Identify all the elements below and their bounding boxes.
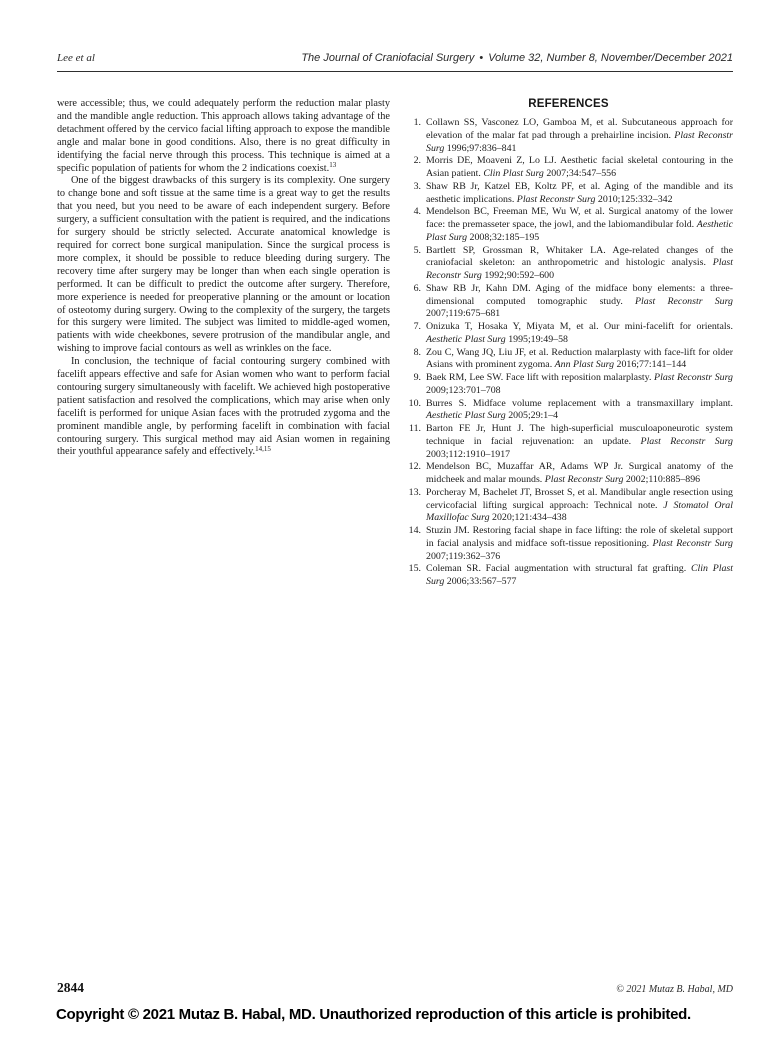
reference-item (404, 461, 733, 487)
reference-citation-text: Zou C, Wang JQ, Liu JF, et al. Reduction malarplasty with face-lift for older Asians with prominent zygoma. (426, 346, 733, 371)
reference-item (404, 563, 733, 589)
reference-item (404, 372, 733, 398)
journal-name: Clin Plast Surg (426, 563, 733, 587)
page-footer (57, 980, 733, 996)
reference-text (426, 347, 733, 373)
body-paragraph (57, 356, 390, 459)
journal-name: Plast Reconstr Surg (652, 537, 733, 549)
reference-number: 8. (413, 346, 421, 358)
journal-name: Aesthetic Plast Surg (426, 410, 506, 422)
journal-name: Aesthetic Plast Surg (426, 219, 733, 243)
running-head (57, 52, 733, 71)
reference-text (426, 283, 733, 321)
body-paragraph (57, 98, 390, 175)
reference-number: 4. (413, 206, 421, 218)
reference-item (404, 321, 733, 347)
copyright-note: © 2021 Mutaz B. Habal, MD (616, 984, 733, 995)
reference-text (426, 181, 733, 207)
reference-citation-text: 2006;33:567–577 (444, 576, 517, 587)
reference-number: 1. (413, 117, 421, 128)
reference-citation-text: Onizuka T, Hosaka Y, Miyata M, et al. Our mini-facelift for orientals. (426, 321, 733, 332)
paragraph-text: One of the biggest drawbacks of this surgery is its complexity. One surgery to change bone and soft tissue at the same time is a great way to get the results that you need, but you need to be aware of each independent surgery. Before surgery, a sufficient consultation with the patient is required, and the indications for surgery should be strictly selected. Accurate anatomical knowledge is required for correct bone surgical manipulation. Since the surgical process is more complex, it should be possible to reduce bleeding during surgery. The recovery time after surgery may be longer than when each single operation is performed. It can be difficult to predict the outcome after surgery. Therefore, more experience is needed for preoperative planning or the amount or location of osteotomy during surgery. Owing to the complexity of the surgery, the targets for this surgery were limited. The subject was limited to middle-aged women, patients with wide cheekbones, severe protrusion of the mandibular angle, and wishing to improve facial contours as well as wrinkles on the face. (57, 175, 390, 355)
reference-item (404, 525, 733, 563)
reference-citation-text: 2020;121:434–438 (489, 512, 567, 524)
reference-text (426, 206, 733, 244)
paragraph-text: were accessible; thus, we could adequately perform the reduction malar plasty and the mandible angle reduction. This approach allows taking advantage of the detachment offered by the cervico facial lifting approach to expose the mandible angle and malar bone in good conditions. Also, there is no great difficulty in identifying the facial nerve through this process. This technique is aimed at a specific population of patients for whom the 2 indications coexist. (57, 98, 390, 174)
citation-superscript: 14,15 (255, 445, 271, 454)
reference-citation-text: 2003;112:1910–1917 (426, 448, 511, 460)
reference-citation-text: 2007;119:362–376 (426, 550, 501, 562)
reference-citation-text: 2008;32:185–195 (467, 231, 540, 243)
reference-item (404, 181, 733, 207)
journal-name: Plast Reconstr Surg (544, 474, 624, 485)
reference-citation-text: Shaw RB Jr, Kahn DM. Aging of the midface bony elements: a three-dimensional computed tomographic study. (426, 282, 733, 307)
reference-citation-text: Coleman SR. Facial augmentation with structural fat grafting. (426, 563, 691, 575)
references-list (404, 117, 733, 589)
reference-text (426, 423, 733, 461)
issue-info: Volume 32, Number 8, November/December 2021 (488, 52, 733, 64)
reference-citation-text: 2005;29:1–4 (505, 410, 559, 422)
journal-name: Clin Plast Surg (483, 168, 544, 179)
reference-text (426, 245, 733, 283)
reference-citation-text: 1995;19:49–58 (505, 333, 568, 345)
reference-text (426, 563, 733, 589)
reference-number: 15. (408, 563, 421, 575)
bullet-separator: • (479, 52, 484, 64)
reference-citation-text: 2007;34:547–556 (543, 168, 617, 179)
reference-number: 7. (413, 321, 421, 332)
reference-item (404, 206, 733, 244)
journal-name: Plast Reconstr Surg (426, 129, 734, 154)
reference-citation-text: Baek RM, Lee SW. Face lift with reposition malarplasty. (426, 372, 655, 383)
reference-citation-text: Mendelson BC, Freeman ME, Wu W, et al. Surgical anatomy of the lower face: the premasseter space, the jowl, and the labiomandibular fold. (426, 206, 733, 230)
reference-number: 13. (408, 486, 421, 498)
reference-citation-text: 1992;90:592–600 (481, 270, 555, 281)
reference-text (426, 117, 733, 155)
copyright-bar: Copyright © 2021 Mutaz B. Habal, MD. Unauthorized reproduction of this article is prohibited. (56, 1006, 691, 1023)
reference-number: 12. (408, 461, 421, 473)
journal-name: Plast Reconstr Surg (516, 193, 596, 205)
reference-citation-text: 2009;123:701–708 (426, 384, 501, 396)
reference-number: 2. (413, 155, 421, 167)
reference-text (426, 487, 733, 525)
reference-item (404, 398, 733, 424)
journal-name: Plast Reconstr Surg (654, 372, 733, 383)
running-head-journal (301, 52, 733, 64)
reference-number: 11. (409, 423, 421, 434)
reference-number: 9. (413, 372, 421, 383)
reference-citation-text: Porcheray M, Bachelet JT, Brosset S, et al. Mandibular angle resection using cervicofacial lifting surgical approach: Technical note. (426, 486, 733, 511)
reference-citation-text: Mendelson BC, Muzaffar AR, Adams WP Jr. Surgical anatomy of the midcheek and malar mounds. (426, 461, 733, 485)
citation-superscript: 13 (329, 161, 337, 170)
journal-name: J Stomatol Oral Maxillofac Surg (426, 499, 733, 524)
reference-item (404, 283, 733, 321)
two-column-layout (57, 98, 733, 589)
running-head-author: Lee et al (57, 52, 95, 64)
reference-citation-text: Morris DE, Moaveni Z, Lo LJ. Aesthetic facial skeletal contouring in the Asian patient. (426, 155, 733, 179)
reference-citation-text: Burres S. Midface volume replacement with a transmaxillary implant. (426, 397, 733, 409)
reference-item (404, 347, 733, 373)
journal-name: Plast Reconstr Surg (634, 295, 733, 307)
reference-number: 14. (408, 525, 421, 536)
page-number: 2844 (57, 980, 84, 995)
article-text-column (57, 98, 390, 589)
reference-citation-text: 2010;125:332–342 (595, 193, 673, 205)
reference-item (404, 155, 733, 181)
header-rule (57, 71, 733, 72)
reference-citation-text: Collawn SS, Vasconez LO, Gamboa M, et al. Subcutaneous approach for elevation of the malar fat pad through a prehairline incision. (426, 117, 733, 141)
journal-name: Ann Plast Surg (554, 359, 615, 371)
reference-item (404, 487, 733, 525)
reference-text (426, 525, 733, 563)
reference-number: 6. (413, 282, 421, 294)
reference-citation-text: 1996;97:836–841 (444, 142, 517, 154)
reference-text (426, 372, 733, 398)
reference-number: 10. (408, 397, 421, 409)
reference-number: 5. (413, 244, 421, 256)
reference-text (426, 398, 733, 424)
reference-citation-text: Shaw RB Jr, Katzel EB, Koltz PF, et al. Aging of the mandible and its aesthetic implications. (426, 180, 733, 205)
reference-item (404, 423, 733, 461)
journal-name: Aesthetic Plast Surg (426, 333, 506, 345)
reference-citation-text: Stuzin JM. Restoring facial shape in face lifting: the role of skeletal support in facial analysis and midface soft-tissue repositioning. (426, 525, 733, 549)
page-content (57, 52, 733, 589)
reference-citation-text: Barton FE Jr, Hunt J. The high-superficial musculoaponeurotic system technique in facial rejuvenation: an update. (426, 423, 733, 447)
reference-text (426, 155, 733, 181)
reference-item (404, 117, 733, 155)
references-column (404, 98, 733, 589)
reference-text (426, 321, 733, 347)
journal-name: Plast Reconstr Surg (640, 435, 733, 447)
body-paragraph (57, 175, 390, 356)
reference-citation-text: Bartlett SP, Grossman R, Whitaker LA. Age-related changes of the craniofacial skeleton: an anthropometric and histologic analysis. (426, 244, 733, 269)
reference-citation-text: 2002;110:885–896 (623, 474, 701, 485)
reference-item (404, 245, 733, 283)
references-heading: REFERENCES (528, 98, 609, 110)
journal-title: The Journal of Craniofacial Surgery (301, 52, 475, 64)
reference-citation-text: 2007;119:675–681 (426, 308, 501, 320)
reference-text (426, 461, 733, 487)
reference-citation-text: 2016;77:141–144 (614, 359, 687, 371)
paragraph-text: In conclusion, the technique of facial contouring surgery combined with facelift appears effective and safe for Asian women who want to perform facial contouring surgery simultaneously with facelift. We achieved high postoperative patient satisfaction and resolved the complications, which may arise when only facelift is performed for unique Asian faces with the protruded zygoma and the prominent mandible angle, by performing facelift in combination with facial contouring surgery. This surgical method may aid Asian women in regaining their youthful appearance safely and effectively. (57, 356, 390, 458)
journal-name: Plast Reconstr Surg (426, 257, 733, 281)
reference-number: 3. (413, 180, 421, 192)
